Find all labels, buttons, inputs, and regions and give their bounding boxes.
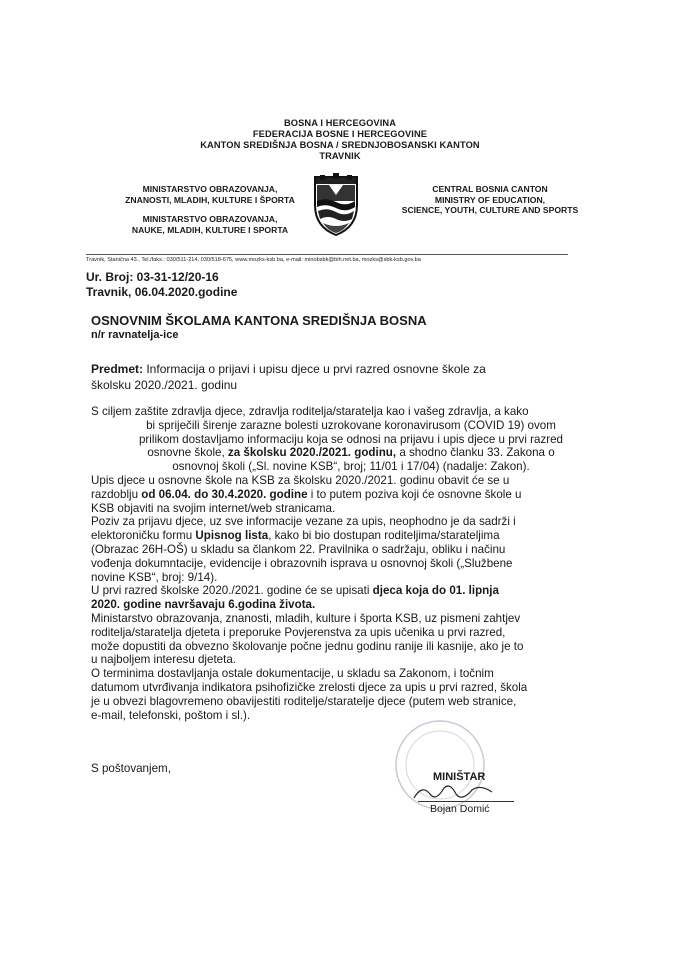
body-line [91, 543, 611, 557]
body-line [91, 626, 611, 640]
body-line [91, 502, 611, 516]
minister-name: Bojan Domić [430, 803, 490, 815]
contact-line: Travnik, Stanična 43., Tel./faks.: 030/511-214, 030/518-675, www.mozks-ksb.ba, e-mail: minobsbk@bih.net.ba, mozks@sbk-ksb.gov.ba [86, 257, 421, 263]
subject-text-line2: školsku 2020./2021. godinu [91, 378, 238, 392]
ministry-name-en-line2: SCIENCE, YOUTH, CULTURE AND SPORTS [401, 205, 579, 215]
header-left-croatian [110, 184, 310, 205]
header-divider [86, 254, 568, 255]
body-text-bold: Upisnog lista [195, 529, 269, 543]
header-line-country: BOSNA I HERCEGOVINA [283, 118, 397, 128]
addressee: OSNOVNIM ŠKOLAMA KANTONA SREDIŠNJA BOSNA [91, 313, 427, 328]
body-text-bold: od 06.04. do 30.4.2020. godine [141, 487, 308, 501]
subject [91, 361, 611, 393]
body-line [91, 446, 611, 460]
canton-name-en: CENTRAL BOSNIA CANTON [432, 184, 548, 194]
coat-of-arms-icon [311, 171, 361, 237]
body-text-bold: djeca koja do 01. lipnja [372, 584, 499, 598]
body-text: S ciljem zaštite zdravlja djece, zdravlja roditelja/staratelja kao i vašeg zdravlja, a kako [91, 405, 529, 418]
body-text: datumom utvrđivanja indikatora psihofizičke zrelosti djece za upis u prvi razred, škola [91, 680, 528, 694]
header-line-canton: KANTON SREDIŠNJA BOSNA / SREDNJOBOSANSKI KANTON [200, 140, 480, 150]
body-text: osnovne škole, [147, 446, 228, 460]
addressee-attention: n/r ravnatelja-ice [91, 329, 179, 341]
body-line [91, 515, 611, 529]
body-text: (Obrazac 26H-OŠ) u skladu sa člankom 22. Pravilnika o sadržaju, obliku i načinu [91, 542, 506, 556]
ministry-name-bs-line2: NAUKE, MLADIH, KULTURE I SPORTA [131, 224, 289, 235]
body-line [91, 709, 611, 723]
body-text: e-mail, telefonski, poštom i sl.). [91, 708, 251, 722]
body-text: U prvi razred školske 2020./2021. godine će se upisati [91, 584, 373, 598]
body-line [91, 529, 611, 543]
body-line [91, 640, 611, 654]
body-line [91, 695, 611, 709]
body-line [91, 460, 611, 474]
body-line [91, 584, 611, 598]
body-text: elektoroničku formu [91, 529, 196, 543]
ministry-name-en-line1: MINISTRY OF EDUCATION, [434, 194, 546, 205]
body-text: i to putem poziva koji će osnovne škole u [307, 487, 522, 501]
body-text: Ministarstvo obrazovanja, znanosti, mladih, kulture i športa KSB, uz pismeni zahtjev [91, 611, 521, 625]
body-line [91, 419, 611, 433]
letter-body [91, 405, 611, 722]
header-right-english [392, 184, 588, 216]
body-text-bold: za školsku 2020./2021. godinu, [227, 446, 397, 460]
ministry-name-bs-line1: MINISTARSTVO OBRAZOVANJA, [142, 214, 278, 224]
body-text: osnovnoj školi („Sl. novine KSB“, broj; 11/01 i 17/04) (nadalje: Zakon). [172, 460, 530, 474]
body-text: prilikom dostavljamo informaciju koja se odnosi na prijavu i upis djece u prvi razred [138, 432, 563, 446]
body-text: novine KSB“, broj: 9/14). [91, 570, 218, 584]
body-line [91, 488, 611, 502]
body-text: može dopustiti da obvezno školovanje počne jednu godinu ranije ili kasnije, ako je to [91, 639, 524, 653]
body-text: a shodno članku 33. Zakona o [396, 446, 555, 460]
subject-label: Predmet: [91, 362, 144, 376]
body-line [91, 612, 611, 626]
body-line [91, 598, 611, 612]
body-line [91, 571, 611, 585]
ministry-name-hr-line2: ZNANOSTI, MLADIH, KULTURE I ŠPORTA [125, 194, 295, 205]
minister-title: MINIŠTAR [433, 771, 486, 783]
body-text: vođenja dokumntacije, evidencije i obrazovnih isprava u osnovnoj školi („Službene [91, 556, 513, 570]
body-line [91, 474, 611, 488]
body-line [91, 557, 611, 571]
body-text: O terminima dostavljanja ostale dokumentacije, u skladu sa Zakonom, i točnim [91, 667, 494, 681]
reference-number: Ur. Broj: 03-31-12/20-16 [86, 270, 219, 284]
body-text: KSB objaviti na svojim internet/web stranicama. [91, 501, 336, 515]
ministry-name-hr-line1: MINISTARSTVO OBRAZOVANJA, [142, 184, 278, 194]
body-text: Upis djece u osnovne škole na KSB za školsku 2020./2021. godinu obavit će se u [91, 473, 510, 487]
body-text: roditelja/staratelja djeteta i preporuke Povjerenstva za upis učenika u prvi razred, [91, 625, 506, 639]
body-text: Poziv za prijavu djece, uz sve informacije vezane za upis, neophodno je da sadrži i [91, 515, 516, 529]
header-center [0, 118, 680, 162]
header-left-bosnian [110, 214, 310, 235]
body-text-bold: 2020. godine navršavaju 6.godina života. [91, 598, 316, 612]
subject-text-line1: Informacija o prijavi i upisu djece u prvi razred osnovne škole za [143, 362, 486, 376]
header-line-federation: FEDERACIJA BOSNE I HERCEGOVINE [252, 129, 428, 139]
body-text: je u obvezi blagovremeno obavijestiti roditelje/staratelje djece (putem web stranice, [91, 694, 517, 708]
body-line [91, 681, 611, 695]
signature-line [418, 801, 514, 802]
body-line [91, 667, 611, 681]
body-line [91, 405, 611, 419]
body-text: bi spriječili širenje zarazne bolesti uzrokovane koronavirusom (COVID 19) ovom [146, 418, 556, 432]
place-date: Travnik, 06.04.2020.godine [86, 285, 238, 299]
body-text: u najboljem interesu djeteta. [91, 653, 237, 667]
body-text: razdoblju [91, 487, 142, 501]
body-line [91, 433, 611, 447]
body-text: , kako bi bio dostupan roditeljima/starateljima [268, 529, 500, 543]
closing-salutation: S poštovanjem, [91, 762, 171, 775]
header-line-city: TRAVNIK [319, 151, 361, 161]
body-line [91, 653, 611, 667]
